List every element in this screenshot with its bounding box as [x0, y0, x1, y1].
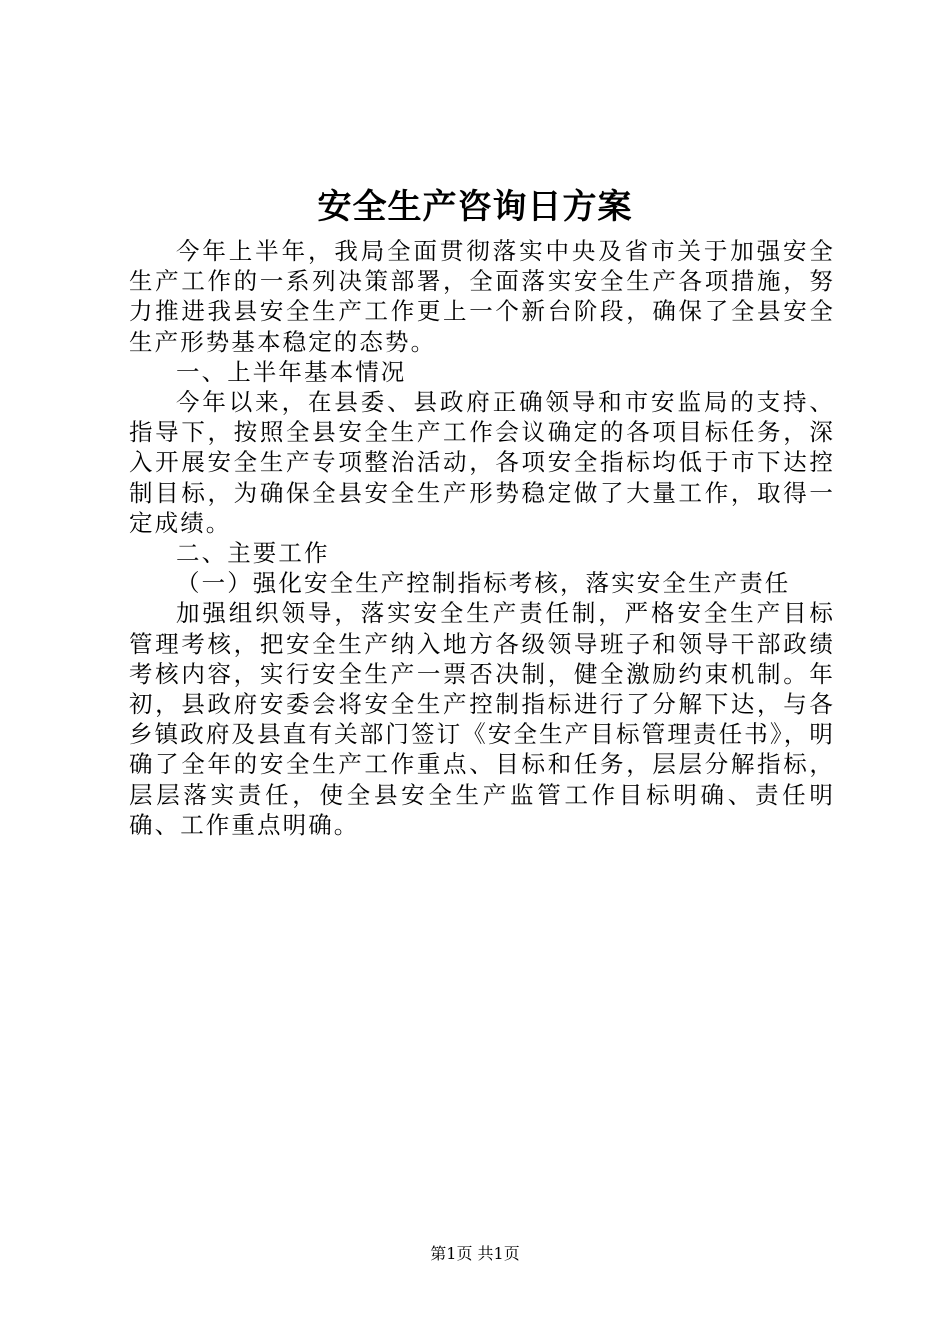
document-body — [129, 236, 835, 840]
page-number-footer: 第1页 共1页 — [430, 1244, 520, 1263]
section-heading-basic-situation: 一、上半年基本情况 — [176, 357, 407, 386]
basic-situation-paragraph: 今年以来，在县委、县政府正确领导和市安监局的支持、指导下，按照全县安全生产工作会议确定的各项目标任务，深入开展安全生产专项整治活动，各项安全指标均低于市下达控制目标，为确保全县安全生产形势稳定做了大量工作，取得一定成绩。 — [129, 388, 835, 537]
section-heading-main-work: 二、主要工作 — [176, 539, 330, 568]
intro-paragraph: 今年上半年，我局全面贯彻落实中央及省市关于加强安全生产工作的一系列决策部署，全面落实安全生产各项措施，努力推进我县安全生产工作更上一个新台阶段，确保了全县安全生产形势基本稳定的态势。 — [129, 237, 835, 356]
subsection-heading-responsibility: （一）强化安全生产控制指标考核，落实安全生产责任 — [176, 569, 791, 598]
document-title: 安全生产咨询日方案 — [317, 187, 633, 227]
responsibility-paragraph: 加强组织领导，落实安全生产责任制，严格安全生产目标管理考核，把安全生产纳入地方各级领导班子和领导干部政绩考核内容，实行安全生产一票否决制，健全激励约束机制。年初，县政府安委会将安全生产控制指标进行了分解下达，与各乡镇政府及县直有关部门签订《安全生产目标管理责任书》，明确了全年的安全生产工作重点、目标和任务，层层分解指标，层层落实责任，使全县安全生产监管工作目标明确、责任明确、工作重点明确。 — [129, 599, 835, 839]
